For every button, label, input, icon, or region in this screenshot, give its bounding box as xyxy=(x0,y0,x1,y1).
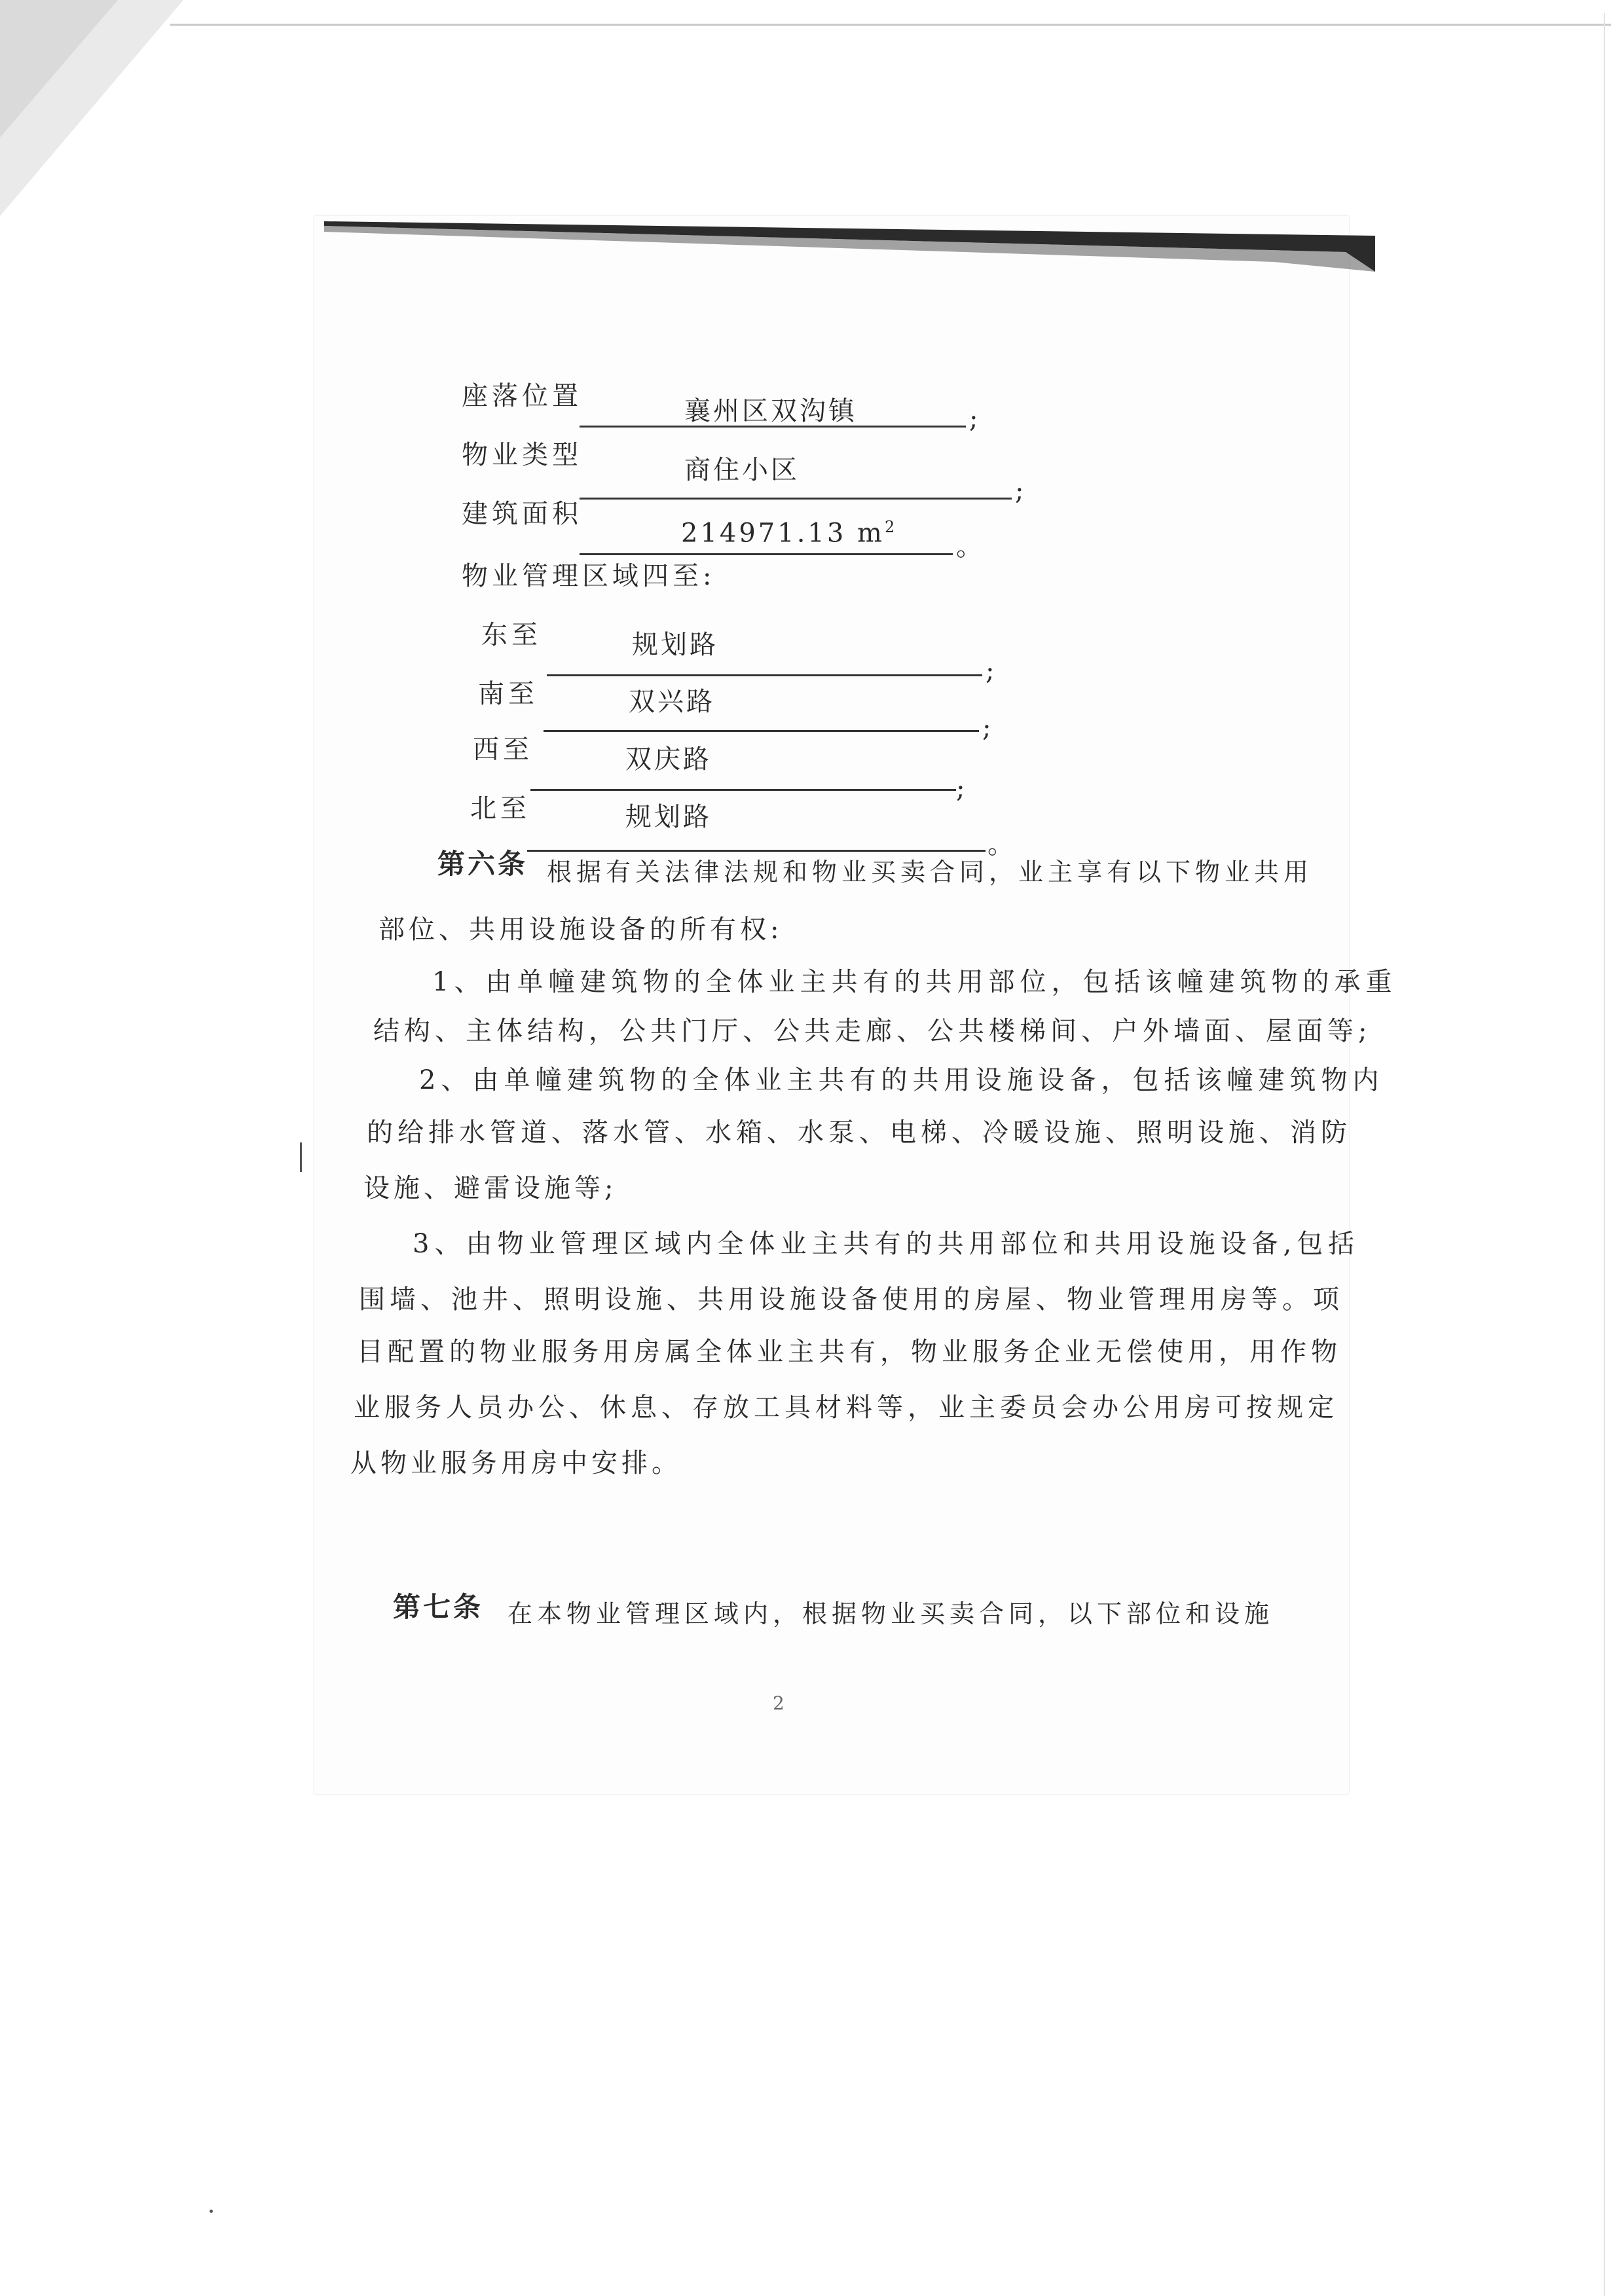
boundary-heading: 物业管理区域四至: xyxy=(462,561,716,591)
location-punct: ; xyxy=(969,404,978,434)
article7-title: 第七条 xyxy=(393,1591,484,1623)
south-punct: ; xyxy=(982,713,991,743)
south-label: 南至 xyxy=(478,679,538,709)
area-punct: 。 xyxy=(956,532,982,562)
type-punct: ; xyxy=(1015,476,1024,506)
article6-item3-line1: 3、由物业管理区域内全体业主共有的共用部位和共用设施设备,包括 xyxy=(413,1229,1360,1259)
article6-item1-line2: 结构、主体结构，公共门厅、公共走廊、公共楼梯间、户外墙面、屋面等; xyxy=(373,1016,1372,1046)
article6-item1-line1: 1、由单幢建筑物的全体业主共有的共用部位，包括该幢建筑物的承重 xyxy=(432,967,1397,997)
scan-dot xyxy=(210,2210,213,2213)
article6-intro-line2: 部位、共用设施设备的所有权: xyxy=(378,915,783,945)
north-punct: 。 xyxy=(987,829,1014,860)
location-value: 襄州区双沟镇 xyxy=(684,396,857,426)
west-label: 西至 xyxy=(473,735,533,765)
west-value: 双庆路 xyxy=(625,744,712,774)
article6-item2-line1: 2、由单幢建筑物的全体业主共有的共用设施设备，包括该幢建筑物内 xyxy=(419,1065,1384,1095)
article6-item3-line5: 从物业服务用房中安排。 xyxy=(350,1448,682,1478)
east-underline xyxy=(547,674,982,676)
article6-item3-line3: 目配置的物业服务用房属全体业主共有，物业服务企业无偿使用，用作物 xyxy=(357,1337,1342,1367)
area-underline xyxy=(580,553,953,555)
south-underline xyxy=(544,730,979,732)
west-punct: ; xyxy=(956,774,965,804)
west-underline xyxy=(530,789,956,791)
north-underline xyxy=(527,850,986,852)
article6-title: 第六条 xyxy=(437,848,528,880)
article6-item2-line2: 的给排水管道、落水管、水箱、水泵、电梯、冷暖设施、照明设施、消防 xyxy=(367,1118,1352,1148)
type-value: 商住小区 xyxy=(684,455,800,485)
page-number: 2 xyxy=(773,1692,784,1714)
type-label: 物业类型 xyxy=(462,440,582,470)
article6-intro-line1: 根据有关法律法规和物业买卖合同，业主享有以下物业共用 xyxy=(547,858,1314,886)
north-value: 规划路 xyxy=(625,802,712,832)
scan-mark-left xyxy=(300,1142,302,1172)
east-value: 规划路 xyxy=(632,630,718,660)
type-underline xyxy=(580,498,1012,500)
north-label: 北至 xyxy=(470,793,530,824)
article6-item3-line4: 业服务人员办公、休息、存放工具材料等，业主委员会办公用房可按规定 xyxy=(354,1393,1338,1423)
article7-line1: 在本物业管理区域内，根据物业买卖合同，以下部位和设施 xyxy=(507,1599,1274,1628)
area-value: 214971.13 $m^2$ xyxy=(681,518,898,549)
location-label: 座落位置 xyxy=(462,381,582,411)
east-punct: ; xyxy=(986,656,995,686)
article6-item2-line3: 设施、避雷设施等; xyxy=(363,1173,618,1203)
area-label: 建筑面积 xyxy=(462,499,582,529)
south-value: 双兴路 xyxy=(629,687,715,717)
article6-item3-line2: 围墙、池井、照明设施、共用设施设备使用的房屋、物业管理用房等。项 xyxy=(359,1285,1344,1315)
east-label: 东至 xyxy=(481,620,542,650)
